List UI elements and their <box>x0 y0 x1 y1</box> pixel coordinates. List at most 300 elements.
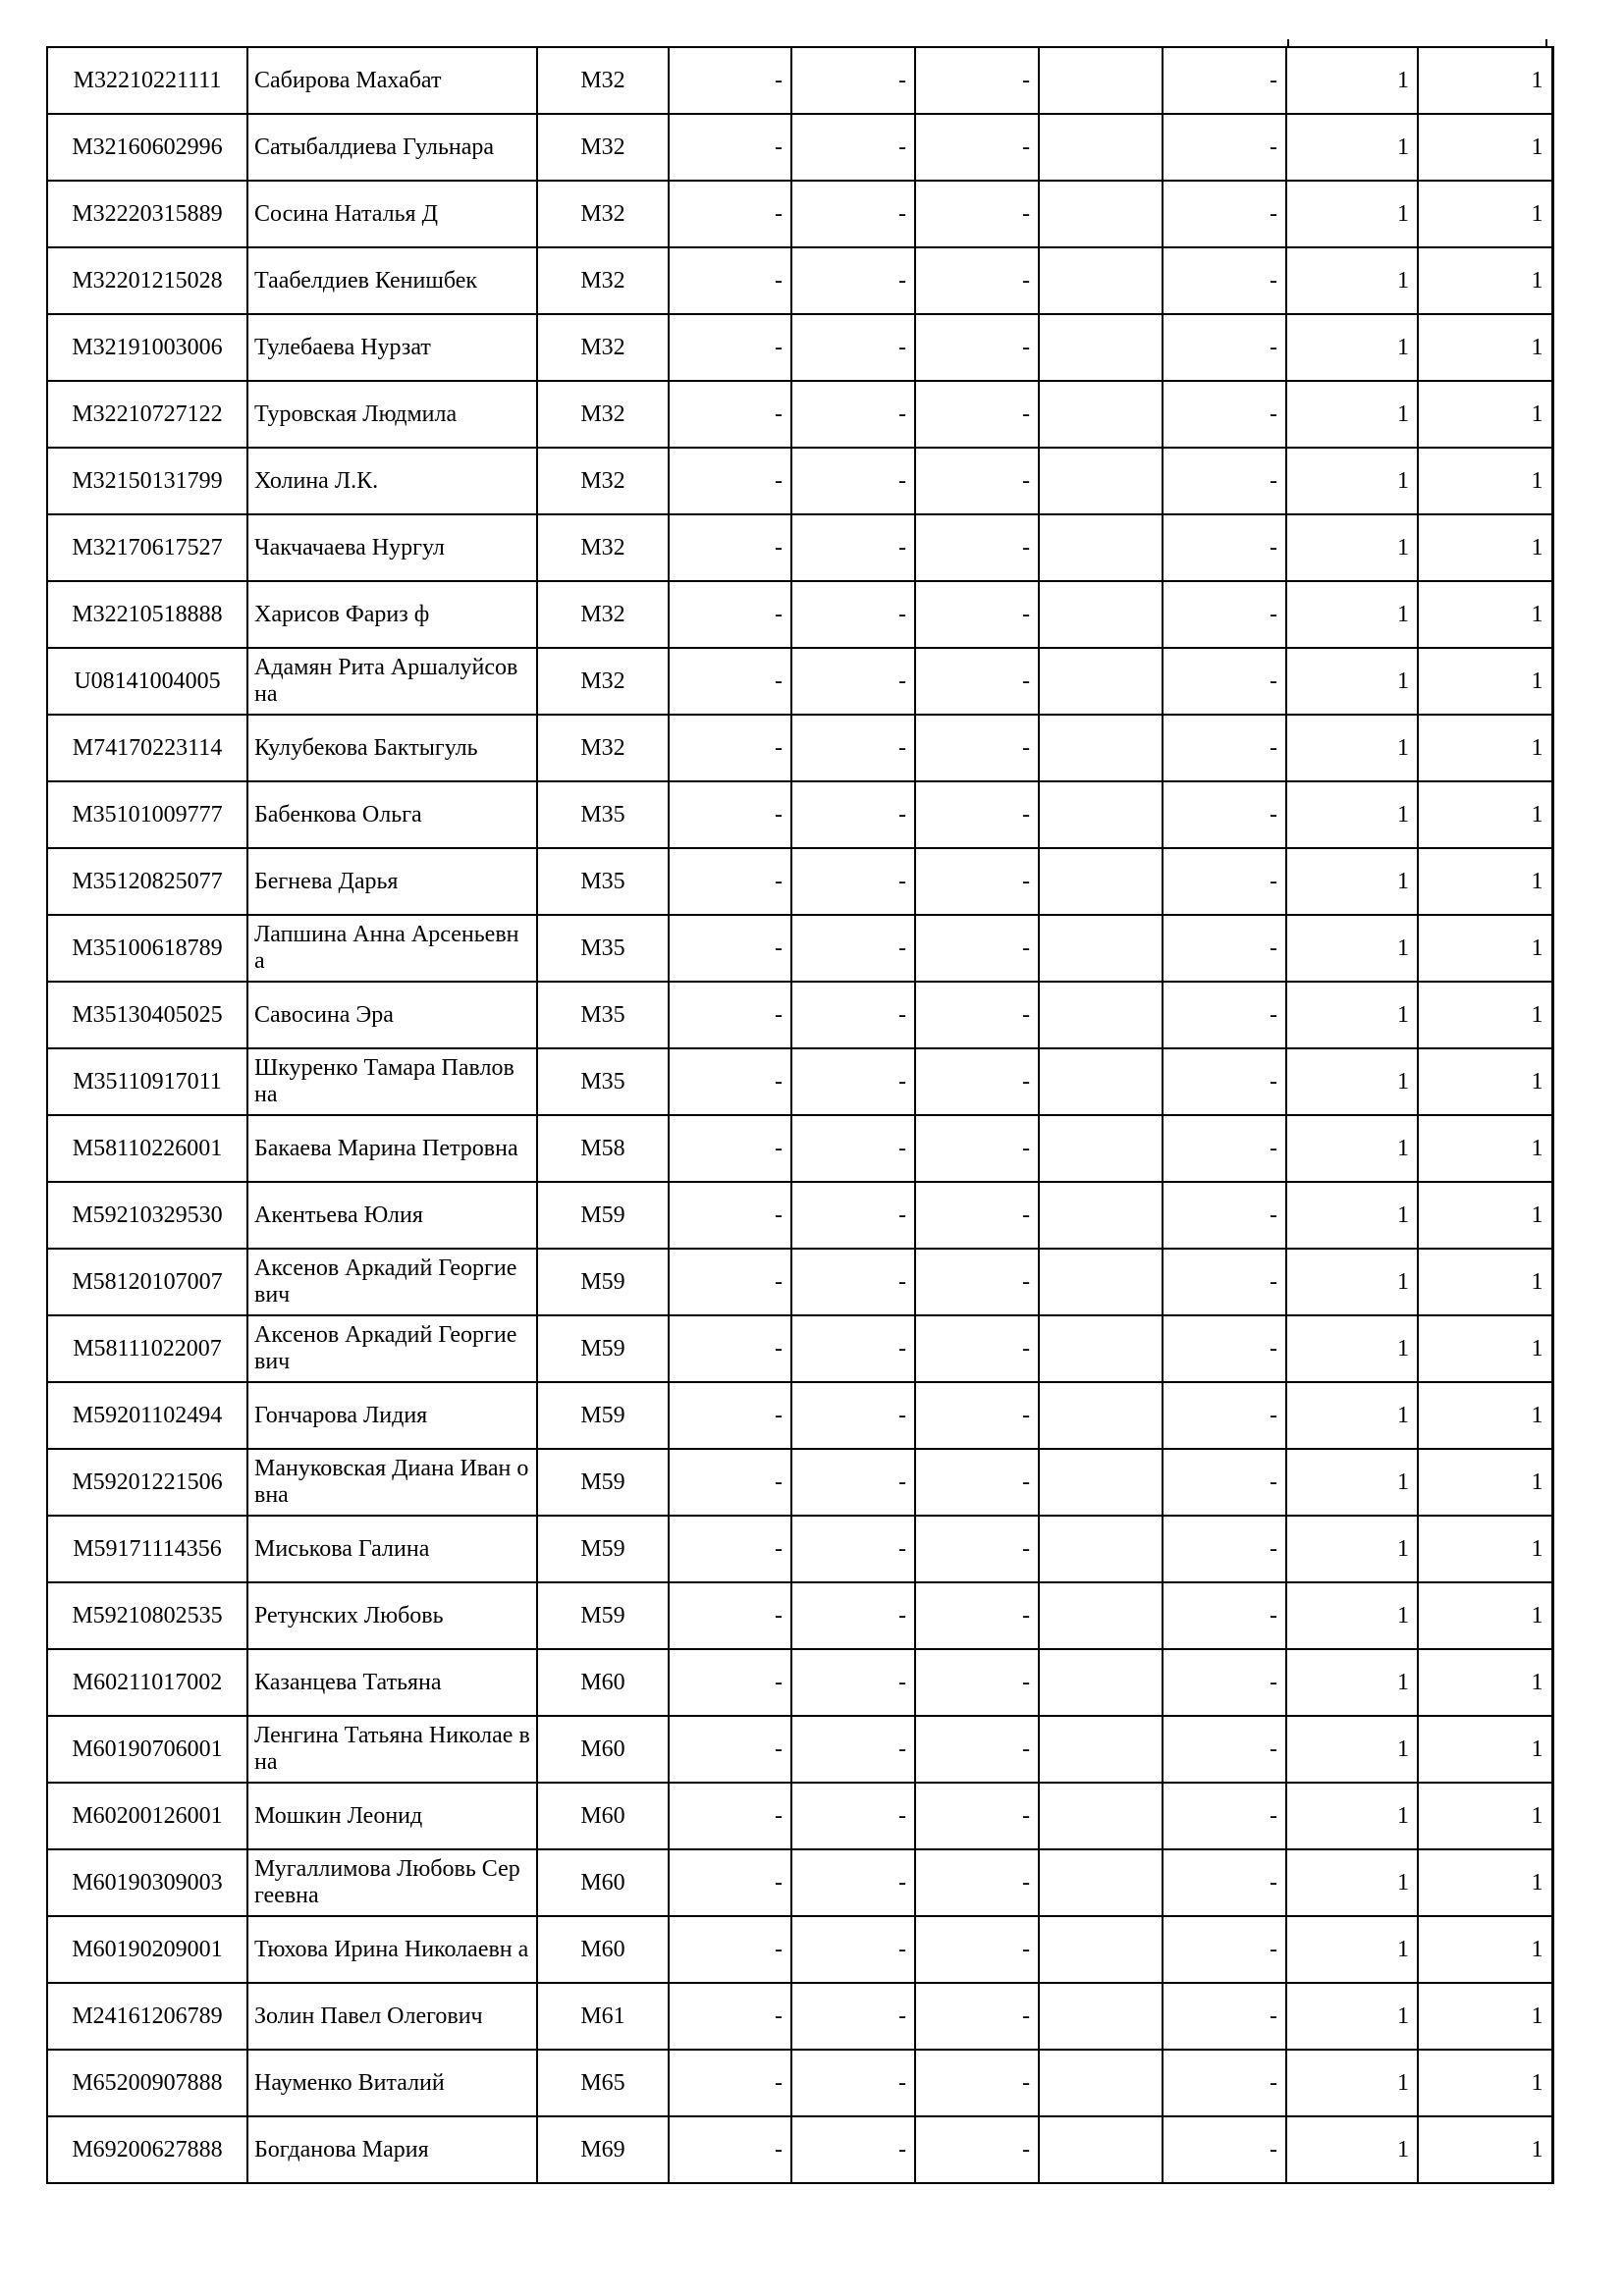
person-name-cell: Савосина Эра <box>247 982 537 1048</box>
group-code-cell: M32 <box>537 648 669 715</box>
value-cell-1: - <box>669 715 791 781</box>
value-cell-5: - <box>1163 648 1286 715</box>
value-cell-3: - <box>915 648 1039 715</box>
value-cell-3: - <box>915 848 1039 915</box>
value-cell-5: - <box>1163 181 1286 247</box>
record-code-cell: M32191003006 <box>47 314 247 381</box>
value-cell-5: - <box>1163 915 1286 982</box>
group-code-cell: M59 <box>537 1582 669 1649</box>
person-name-cell: Казанцева Татьяна <box>247 1649 537 1716</box>
value-cell-3: - <box>915 47 1039 114</box>
count-cell-2: 1 <box>1418 1649 1552 1716</box>
table-body <box>47 47 1552 2183</box>
value-cell-2: - <box>791 848 915 915</box>
value-cell-5: - <box>1163 514 1286 581</box>
group-code-cell: M32 <box>537 381 669 448</box>
table-row <box>47 1382 1552 1449</box>
value-cell-5: - <box>1163 47 1286 114</box>
group-code-cell: M32 <box>537 715 669 781</box>
count-cell-1: 1 <box>1286 648 1418 715</box>
records-table <box>46 46 1554 2184</box>
record-code-cell: M60190209001 <box>47 1916 247 1983</box>
count-cell-2: 1 <box>1418 1249 1552 1315</box>
count-cell-2: 1 <box>1418 247 1552 314</box>
count-cell-1: 1 <box>1286 1516 1418 1582</box>
table-row <box>47 314 1552 381</box>
table-row <box>47 581 1552 648</box>
value-cell-1: - <box>669 1716 791 1783</box>
value-cell-2: - <box>791 448 915 514</box>
value-cell-1: - <box>669 448 791 514</box>
value-cell-5: - <box>1163 715 1286 781</box>
group-code-cell: M59 <box>537 1249 669 1315</box>
count-cell-1: 1 <box>1286 247 1418 314</box>
table-row <box>47 1449 1552 1516</box>
value-cell-1: - <box>669 381 791 448</box>
group-code-cell: M32 <box>537 448 669 514</box>
value-cell-1: - <box>669 848 791 915</box>
value-cell-2: - <box>791 1716 915 1783</box>
count-cell-2: 1 <box>1418 1783 1552 1849</box>
record-code-cell: M32160602996 <box>47 114 247 181</box>
table-row <box>47 1849 1552 1916</box>
value-cell-4 <box>1039 1582 1163 1649</box>
person-name-cell: Бабенкова Ольга <box>247 781 537 848</box>
group-code-cell: M59 <box>537 1382 669 1449</box>
value-cell-5: - <box>1163 448 1286 514</box>
value-cell-1: - <box>669 1115 791 1182</box>
table-row <box>47 915 1552 982</box>
value-cell-5: - <box>1163 114 1286 181</box>
count-cell-2: 1 <box>1418 381 1552 448</box>
person-name-cell: Аксенов Аркадий Георгие вич <box>247 1315 537 1382</box>
value-cell-4 <box>1039 715 1163 781</box>
count-cell-2: 1 <box>1418 1916 1552 1983</box>
group-code-cell: M59 <box>537 1182 669 1249</box>
value-cell-3: - <box>915 1582 1039 1649</box>
record-code-cell: M59201102494 <box>47 1382 247 1449</box>
table-row <box>47 247 1552 314</box>
person-name-cell: Холина Л.К. <box>247 448 537 514</box>
count-cell-2: 1 <box>1418 114 1552 181</box>
count-cell-1: 1 <box>1286 1783 1418 1849</box>
group-code-cell: M32 <box>537 114 669 181</box>
person-name-cell: Кулубекова Бактыгуль <box>247 715 537 781</box>
value-cell-2: - <box>791 247 915 314</box>
value-cell-3: - <box>915 715 1039 781</box>
count-cell-1: 1 <box>1286 47 1418 114</box>
person-name-cell: Миськова Галина <box>247 1516 537 1582</box>
value-cell-3: - <box>915 1516 1039 1582</box>
count-cell-2: 1 <box>1418 848 1552 915</box>
count-cell-1: 1 <box>1286 915 1418 982</box>
count-cell-2: 1 <box>1418 47 1552 114</box>
record-code-cell: M35120825077 <box>47 848 247 915</box>
value-cell-5: - <box>1163 1582 1286 1649</box>
count-cell-2: 1 <box>1418 314 1552 381</box>
table-row <box>47 2116 1552 2183</box>
group-code-cell: M60 <box>537 1916 669 1983</box>
value-cell-5: - <box>1163 982 1286 1048</box>
count-cell-1: 1 <box>1286 314 1418 381</box>
value-cell-3: - <box>915 381 1039 448</box>
value-cell-1: - <box>669 2116 791 2183</box>
count-cell-1: 1 <box>1286 1582 1418 1649</box>
person-name-cell: Тюхова Ирина Николаевн а <box>247 1916 537 1983</box>
value-cell-1: - <box>669 648 791 715</box>
value-cell-5: - <box>1163 2050 1286 2116</box>
table-row <box>47 1649 1552 1716</box>
person-name-cell: Харисов Фариз ф <box>247 581 537 648</box>
count-cell-2: 1 <box>1418 781 1552 848</box>
person-name-cell: Гончарова Лидия <box>247 1382 537 1449</box>
table-row <box>47 514 1552 581</box>
person-name-cell: Аксенов Аркадий Георгие вич <box>247 1249 537 1315</box>
value-cell-4 <box>1039 1382 1163 1449</box>
person-name-cell: Сосина Наталья Д <box>247 181 537 247</box>
value-cell-1: - <box>669 2050 791 2116</box>
value-cell-1: - <box>669 1582 791 1649</box>
table-row <box>47 1916 1552 1983</box>
count-cell-1: 1 <box>1286 715 1418 781</box>
value-cell-2: - <box>791 1249 915 1315</box>
value-cell-1: - <box>669 1048 791 1115</box>
count-cell-1: 1 <box>1286 982 1418 1048</box>
person-name-cell: Тулебаева Нурзат <box>247 314 537 381</box>
value-cell-4 <box>1039 1916 1163 1983</box>
table-row <box>47 648 1552 715</box>
person-name-cell: Золин Павел Олегович <box>247 1983 537 2050</box>
person-name-cell: Мугаллимова Любовь Сер геевна <box>247 1849 537 1916</box>
table-row <box>47 2050 1552 2116</box>
record-code-cell: M35100618789 <box>47 915 247 982</box>
group-code-cell: M32 <box>537 514 669 581</box>
person-name-cell: Сабирова Махабат <box>247 47 537 114</box>
value-cell-4 <box>1039 514 1163 581</box>
value-cell-1: - <box>669 1182 791 1249</box>
value-cell-2: - <box>791 1849 915 1916</box>
value-cell-4 <box>1039 1115 1163 1182</box>
value-cell-2: - <box>791 514 915 581</box>
person-name-cell: Бегнева Дарья <box>247 848 537 915</box>
record-code-cell: M58120107007 <box>47 1249 247 1315</box>
count-cell-1: 1 <box>1286 1849 1418 1916</box>
count-cell-2: 1 <box>1418 715 1552 781</box>
value-cell-4 <box>1039 848 1163 915</box>
count-cell-1: 1 <box>1286 1983 1418 2050</box>
value-cell-4 <box>1039 314 1163 381</box>
count-cell-1: 1 <box>1286 1048 1418 1115</box>
value-cell-3: - <box>915 1783 1039 1849</box>
value-cell-5: - <box>1163 1916 1286 1983</box>
value-cell-1: - <box>669 1783 791 1849</box>
count-cell-1: 1 <box>1286 514 1418 581</box>
value-cell-5: - <box>1163 581 1286 648</box>
count-cell-1: 1 <box>1286 114 1418 181</box>
value-cell-4 <box>1039 1449 1163 1516</box>
value-cell-2: - <box>791 982 915 1048</box>
count-cell-1: 1 <box>1286 1382 1418 1449</box>
value-cell-4 <box>1039 648 1163 715</box>
value-cell-2: - <box>791 381 915 448</box>
group-code-cell: M58 <box>537 1115 669 1182</box>
table-row <box>47 1516 1552 1582</box>
value-cell-4 <box>1039 2116 1163 2183</box>
value-cell-3: - <box>915 1115 1039 1182</box>
count-cell-2: 1 <box>1418 648 1552 715</box>
record-code-cell: M35101009777 <box>47 781 247 848</box>
table-row <box>47 1182 1552 1249</box>
count-cell-1: 1 <box>1286 2050 1418 2116</box>
value-cell-2: - <box>791 47 915 114</box>
value-cell-3: - <box>915 181 1039 247</box>
value-cell-1: - <box>669 181 791 247</box>
value-cell-5: - <box>1163 1182 1286 1249</box>
person-name-cell: Мануковская Диана Иван овна <box>247 1449 537 1516</box>
value-cell-1: - <box>669 1315 791 1382</box>
value-cell-1: - <box>669 982 791 1048</box>
group-code-cell: M59 <box>537 1315 669 1382</box>
count-cell-2: 1 <box>1418 915 1552 982</box>
value-cell-3: - <box>915 1182 1039 1249</box>
value-cell-3: - <box>915 448 1039 514</box>
value-cell-5: - <box>1163 1849 1286 1916</box>
table-row <box>47 982 1552 1048</box>
value-cell-4 <box>1039 2050 1163 2116</box>
person-name-cell: Ленгина Татьяна Николае вна <box>247 1716 537 1783</box>
group-code-cell: M59 <box>537 1449 669 1516</box>
group-code-cell: M32 <box>537 314 669 381</box>
record-code-cell: M32201215028 <box>47 247 247 314</box>
record-code-cell: M74170223114 <box>47 715 247 781</box>
count-cell-2: 1 <box>1418 1582 1552 1649</box>
person-name-cell: Чакчачаева Нургул <box>247 514 537 581</box>
value-cell-5: - <box>1163 314 1286 381</box>
value-cell-4 <box>1039 581 1163 648</box>
record-code-cell: M60211017002 <box>47 1649 247 1716</box>
person-name-cell: Бакаева Марина Петровна <box>247 1115 537 1182</box>
value-cell-3: - <box>915 1649 1039 1716</box>
count-cell-1: 1 <box>1286 1916 1418 1983</box>
value-cell-4 <box>1039 448 1163 514</box>
group-code-cell: M59 <box>537 1516 669 1582</box>
value-cell-2: - <box>791 581 915 648</box>
person-name-cell: Таабелдиев Кенишбек <box>247 247 537 314</box>
value-cell-4 <box>1039 915 1163 982</box>
count-cell-1: 1 <box>1286 848 1418 915</box>
record-code-cell: M32210518888 <box>47 581 247 648</box>
value-cell-2: - <box>791 1048 915 1115</box>
group-code-cell: M69 <box>537 2116 669 2183</box>
table-row <box>47 1249 1552 1315</box>
count-cell-2: 1 <box>1418 181 1552 247</box>
record-code-cell: M32150131799 <box>47 448 247 514</box>
count-cell-1: 1 <box>1286 1716 1418 1783</box>
count-cell-2: 1 <box>1418 1849 1552 1916</box>
value-cell-5: - <box>1163 1315 1286 1382</box>
value-cell-2: - <box>791 1582 915 1649</box>
count-cell-2: 1 <box>1418 1048 1552 1115</box>
record-code-cell: M32210727122 <box>47 381 247 448</box>
group-code-cell: M35 <box>537 1048 669 1115</box>
table-row <box>47 448 1552 514</box>
value-cell-3: - <box>915 1983 1039 2050</box>
value-cell-4 <box>1039 1716 1163 1783</box>
table-row <box>47 181 1552 247</box>
value-cell-2: - <box>791 648 915 715</box>
value-cell-5: - <box>1163 247 1286 314</box>
table-row <box>47 1315 1552 1382</box>
count-cell-2: 1 <box>1418 1983 1552 2050</box>
value-cell-3: - <box>915 982 1039 1048</box>
count-cell-1: 1 <box>1286 1449 1418 1516</box>
table-row <box>47 848 1552 915</box>
value-cell-3: - <box>915 915 1039 982</box>
value-cell-4 <box>1039 1849 1163 1916</box>
value-cell-4 <box>1039 381 1163 448</box>
value-cell-3: - <box>915 2050 1039 2116</box>
count-cell-1: 1 <box>1286 181 1418 247</box>
record-code-cell: M60190309003 <box>47 1849 247 1916</box>
value-cell-1: - <box>669 581 791 648</box>
value-cell-4 <box>1039 781 1163 848</box>
value-cell-1: - <box>669 1849 791 1916</box>
value-cell-3: - <box>915 1849 1039 1916</box>
value-cell-2: - <box>791 1382 915 1449</box>
count-cell-1: 1 <box>1286 381 1418 448</box>
value-cell-2: - <box>791 1315 915 1382</box>
record-code-cell: M32170617527 <box>47 514 247 581</box>
value-cell-2: - <box>791 1783 915 1849</box>
group-code-cell: M32 <box>537 581 669 648</box>
count-cell-2: 1 <box>1418 1115 1552 1182</box>
value-cell-3: - <box>915 314 1039 381</box>
table-row <box>47 1783 1552 1849</box>
value-cell-4 <box>1039 1516 1163 1582</box>
value-cell-4 <box>1039 114 1163 181</box>
value-cell-5: - <box>1163 1783 1286 1849</box>
value-cell-1: - <box>669 1649 791 1716</box>
person-name-cell: Шкуренко Тамара Павлов на <box>247 1048 537 1115</box>
value-cell-1: - <box>669 114 791 181</box>
value-cell-1: - <box>669 915 791 982</box>
value-cell-5: - <box>1163 1716 1286 1783</box>
group-code-cell: M35 <box>537 915 669 982</box>
count-cell-2: 1 <box>1418 514 1552 581</box>
record-code-cell: M69200627888 <box>47 2116 247 2183</box>
person-name-cell: Богданова Мария <box>247 2116 537 2183</box>
value-cell-4 <box>1039 982 1163 1048</box>
value-cell-5: - <box>1163 1048 1286 1115</box>
value-cell-1: - <box>669 47 791 114</box>
value-cell-2: - <box>791 2116 915 2183</box>
value-cell-4 <box>1039 1315 1163 1382</box>
value-cell-3: - <box>915 1716 1039 1783</box>
value-cell-2: - <box>791 1182 915 1249</box>
count-cell-2: 1 <box>1418 448 1552 514</box>
value-cell-3: - <box>915 1449 1039 1516</box>
group-code-cell: M65 <box>537 2050 669 2116</box>
value-cell-3: - <box>915 1382 1039 1449</box>
value-cell-2: - <box>791 915 915 982</box>
value-cell-2: - <box>791 1516 915 1582</box>
value-cell-2: - <box>791 314 915 381</box>
record-code-cell: M35110917011 <box>47 1048 247 1115</box>
table-row <box>47 1048 1552 1115</box>
count-cell-2: 1 <box>1418 1315 1552 1382</box>
record-code-cell: M58110226001 <box>47 1115 247 1182</box>
table-row <box>47 381 1552 448</box>
value-cell-4 <box>1039 1048 1163 1115</box>
value-cell-3: - <box>915 514 1039 581</box>
value-cell-5: - <box>1163 1983 1286 2050</box>
count-cell-1: 1 <box>1286 1649 1418 1716</box>
record-code-cell: M35130405025 <box>47 982 247 1048</box>
record-code-cell: M32220315889 <box>47 181 247 247</box>
value-cell-1: - <box>669 1449 791 1516</box>
value-cell-2: - <box>791 1983 915 2050</box>
group-code-cell: M32 <box>537 247 669 314</box>
value-cell-2: - <box>791 781 915 848</box>
value-cell-3: - <box>915 1315 1039 1382</box>
record-code-cell: M59171114356 <box>47 1516 247 1582</box>
record-code-cell: M59210329530 <box>47 1182 247 1249</box>
count-cell-1: 1 <box>1286 1315 1418 1382</box>
count-cell-2: 1 <box>1418 2116 1552 2183</box>
person-name-cell: Лапшина Анна Арсеньевн а <box>247 915 537 982</box>
value-cell-1: - <box>669 1382 791 1449</box>
table-row <box>47 781 1552 848</box>
count-cell-1: 1 <box>1286 581 1418 648</box>
value-cell-2: - <box>791 715 915 781</box>
value-cell-1: - <box>669 1516 791 1582</box>
value-cell-2: - <box>791 181 915 247</box>
count-cell-2: 1 <box>1418 2050 1552 2116</box>
count-cell-2: 1 <box>1418 1182 1552 1249</box>
count-cell-2: 1 <box>1418 982 1552 1048</box>
count-cell-2: 1 <box>1418 1382 1552 1449</box>
value-cell-4 <box>1039 47 1163 114</box>
record-code-cell: M24161206789 <box>47 1983 247 2050</box>
value-cell-3: - <box>915 781 1039 848</box>
value-cell-1: - <box>669 1916 791 1983</box>
value-cell-4 <box>1039 1649 1163 1716</box>
person-name-cell: Мошкин Леонид <box>247 1783 537 1849</box>
count-cell-1: 1 <box>1286 1249 1418 1315</box>
group-code-cell: M60 <box>537 1716 669 1783</box>
value-cell-5: - <box>1163 1649 1286 1716</box>
count-cell-1: 1 <box>1286 2116 1418 2183</box>
person-name-cell: Акентьева Юлия <box>247 1182 537 1249</box>
value-cell-5: - <box>1163 848 1286 915</box>
record-code-cell: M59201221506 <box>47 1449 247 1516</box>
value-cell-2: - <box>791 1449 915 1516</box>
count-cell-1: 1 <box>1286 1182 1418 1249</box>
value-cell-4 <box>1039 1783 1163 1849</box>
value-cell-3: - <box>915 247 1039 314</box>
person-name-cell: Науменко Виталий <box>247 2050 537 2116</box>
value-cell-5: - <box>1163 781 1286 848</box>
record-code-cell: M58111022007 <box>47 1315 247 1382</box>
value-cell-3: - <box>915 114 1039 181</box>
value-cell-2: - <box>791 1115 915 1182</box>
person-name-cell: Туровская Людмила <box>247 381 537 448</box>
value-cell-1: - <box>669 314 791 381</box>
group-code-cell: M32 <box>537 47 669 114</box>
group-code-cell: M35 <box>537 982 669 1048</box>
value-cell-2: - <box>791 1916 915 1983</box>
table-row <box>47 47 1552 114</box>
